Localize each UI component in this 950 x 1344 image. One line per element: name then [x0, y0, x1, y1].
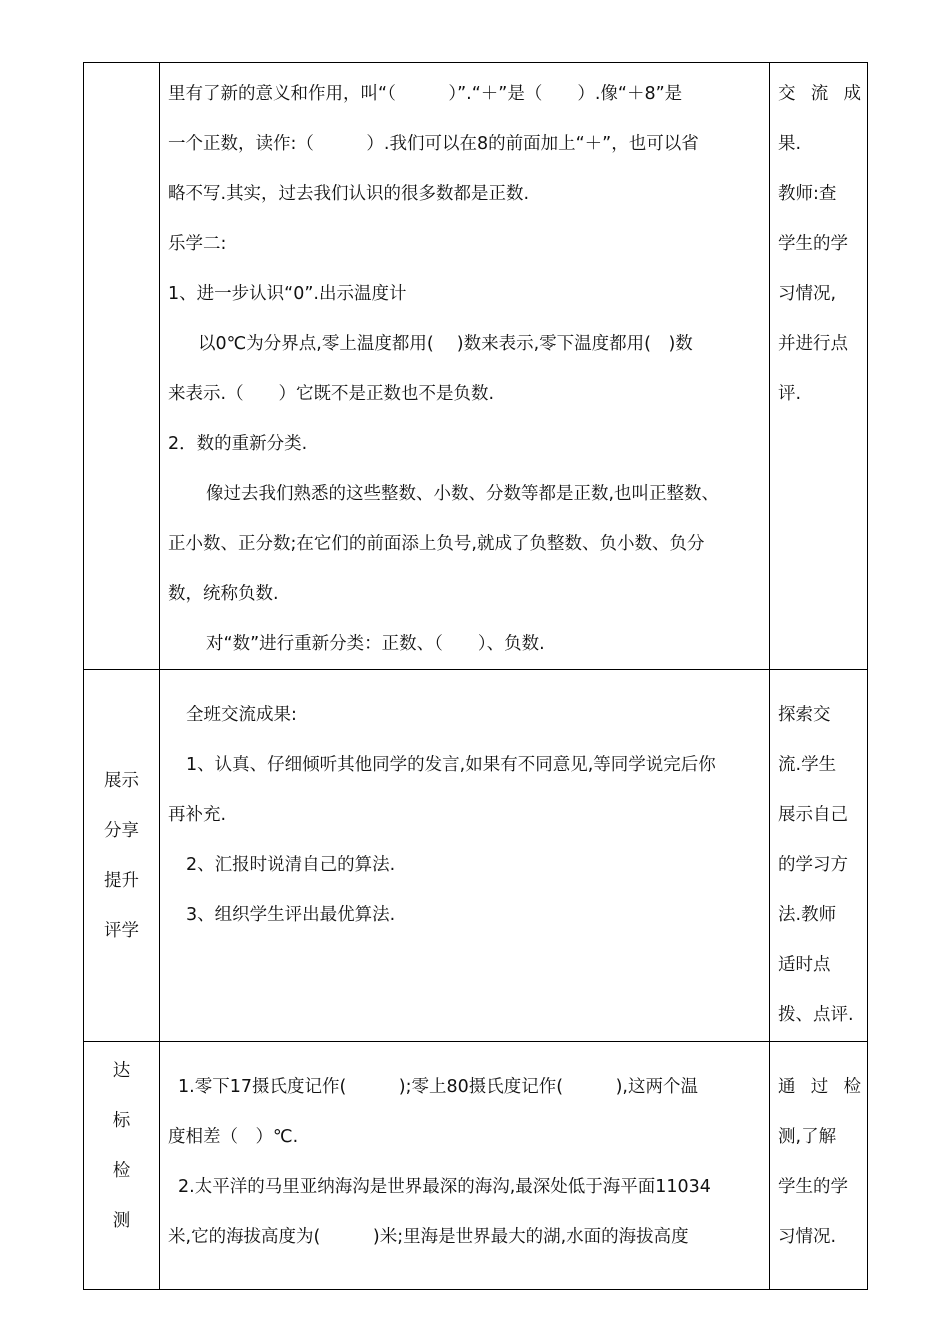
text-line: 米,它的海拔高度为( )米;里海是世界最大的湖,水面的海拔高度 — [168, 1227, 689, 1247]
text-line: 3、组织学生评出最优算法. — [186, 905, 396, 925]
side-line: 教师:查 — [778, 184, 837, 204]
activity-cell — [770, 63, 868, 670]
text-line: 略不写.其实，过去我们认识的很多数都是正数. — [168, 184, 530, 204]
side-line: 探索交 — [778, 705, 831, 725]
content-cell — [160, 1042, 770, 1290]
text-line: 1、进一步认识“0”.出示温度计 — [168, 284, 407, 304]
text-line: 全班交流成果: — [186, 705, 297, 725]
side-line: 法.教师 — [778, 905, 837, 925]
stage-label: 提升 — [104, 871, 139, 891]
text-line: 里有了新的意义和作用，叫“（ ）”.“＋”是（ ）.像“＋8”是 — [168, 84, 683, 104]
stage-label: 测 — [112, 1211, 131, 1231]
activity-cell — [770, 670, 868, 1042]
text-line: 度相差（ ）℃. — [168, 1127, 299, 1147]
text-line: 像过去我们熟悉的这些整数、小数、分数等都是正数,也叫正整数、 — [206, 484, 720, 504]
stage-label: 检 — [112, 1161, 131, 1181]
table-row — [84, 63, 868, 670]
side-line: 交流成 — [778, 84, 861, 104]
text-line: 对“数”进行重新分类：正数、（ ）、负数. — [206, 634, 545, 654]
stage-label: 评学 — [104, 921, 139, 941]
text-line: 2.太平洋的马里亚纳海沟是世界最深的海沟,最深处低于海平面11034 — [178, 1177, 711, 1197]
side-line: 流.学生 — [778, 755, 837, 775]
side-line: 测,了解 — [778, 1127, 837, 1147]
text-line: 以0℃为分界点,零上温度都用( )数来表示,零下温度都用( )数 — [198, 334, 693, 354]
side-line: 的学习方 — [778, 855, 848, 875]
activity-cell — [770, 1042, 868, 1290]
content-cell — [160, 670, 770, 1042]
side-line: 习情况. — [778, 1227, 837, 1247]
lesson-plan-table — [83, 62, 868, 1290]
text-line: 1、认真、仔细倾听其他同学的发言,如果有不同意见,等同学说完后你 — [186, 755, 716, 775]
stage-label: 分享 — [104, 821, 139, 841]
table-row — [84, 1042, 868, 1290]
stage-label: 展示 — [104, 771, 139, 791]
side-line: 评. — [778, 384, 802, 404]
text-line: 2．数的重新分类. — [168, 434, 308, 454]
text-line: 来表示.（ ）它既不是正数也不是负数. — [168, 384, 495, 404]
side-line: 拨、点评. — [778, 1005, 854, 1025]
text-line: 1.零下17摄氏度记作( );零上80摄氏度记作( ),这两个温 — [178, 1077, 698, 1097]
side-line: 适时点 — [778, 955, 831, 975]
side-line: 并进行点 — [778, 334, 848, 354]
side-line: 展示自己 — [778, 805, 848, 825]
text-line: 正小数、正分数;在它们的前面添上负号,就成了负整数、负小数、负分 — [168, 534, 705, 554]
stage-label-cell — [84, 1042, 160, 1290]
text-line: 一个正数，读作:（ ）.我们可以在8的前面加上“＋”，也可以省 — [168, 134, 699, 154]
stage-label-cell — [84, 670, 160, 1042]
stage-label: 标 — [112, 1111, 131, 1131]
side-line: 果. — [778, 134, 802, 154]
subheading: 乐学二: — [168, 234, 227, 254]
text-line: 数，统称负数. — [168, 584, 279, 604]
side-line: 通过检 — [778, 1077, 861, 1097]
text-line: 2、汇报时说清自己的算法. — [186, 855, 396, 875]
side-line: 学生的学 — [778, 234, 848, 254]
table-row — [84, 670, 868, 1042]
side-line: 习情况, — [778, 284, 837, 304]
side-line: 学生的学 — [778, 1177, 848, 1197]
text-line: 再补充. — [168, 805, 227, 825]
stage-label: 达 — [112, 1061, 131, 1081]
content-cell — [160, 63, 770, 670]
stage-label-cell — [84, 63, 160, 670]
